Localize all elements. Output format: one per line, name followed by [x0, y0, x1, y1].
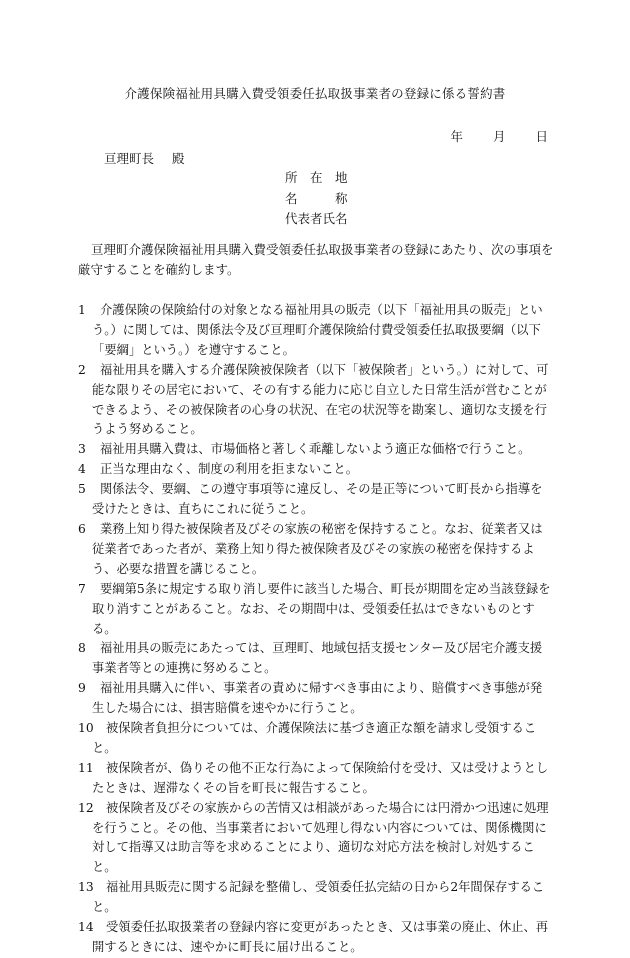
- pledge-item: [78, 679, 554, 719]
- pledge-item: [78, 580, 554, 640]
- document-title: 介護保険福祉用具購入費受領委任払取扱事業者の登録に係る誓約書: [124, 86, 506, 101]
- pledge-item-text: 被保険者及びその家族からの苦情又は相談があった場合には円滑かつ迅速に処理を行うこと。その他、当事業者において処理し得ない内容については、関係機関に対して指導又は助言等を求めることにより、適切な対応方法を検討し対処すること。: [92, 800, 549, 875]
- field-name: 名 称: [285, 190, 348, 206]
- pledge-item-text: 介護保険の保険給付の対象となる福祉用具の販売（以下「福祉用具の販売」という。）に関しては、関係法令及び亘理町介護保険給付費受領委任払取扱要綱（以下「要綱」という。）を遵守すること。: [92, 303, 543, 357]
- pledge-item-text: 福祉用具を購入する介護保険被保険者（以下「被保険者」という。）に対して、可能な限りその居宅において、その有する能力に応じ自立した日常生活が営むことができるよう、その被保険者の心身の状況、在宅の状況等を勘案し、適切な支援を行うよう努めること。: [92, 362, 549, 437]
- date-year: 年: [450, 129, 463, 144]
- pledge-item-number: 12: [78, 800, 94, 815]
- pledge-item: [78, 918, 554, 958]
- pledge-item: [78, 361, 554, 441]
- date-line: [450, 127, 548, 145]
- intro-paragraph: [78, 240, 554, 279]
- pledge-item: [78, 799, 554, 879]
- pledge-item-number: 8: [78, 641, 86, 656]
- pledge-item-number: 10: [78, 721, 94, 736]
- pledge-item-number: 14: [78, 920, 94, 935]
- addressee-name: 亘理町長: [104, 151, 155, 166]
- pledge-item-text: 正当な理由なく、制度の利用を拒まないこと。: [100, 462, 358, 477]
- pledge-item-number: 4: [78, 462, 86, 477]
- pledge-item-number: 7: [78, 581, 86, 596]
- pledge-item-text: 福祉用具販売に関する記録を整備し、受領委任払完結の日から2年間保存すること。: [92, 880, 545, 915]
- pledge-item: [78, 639, 554, 679]
- field-address: 所 在 地: [285, 170, 348, 185]
- applicant-fields: [285, 168, 348, 230]
- pledge-item-text: 業務上知り得た被保険者及びその家族の秘密を保持すること。なお、従業者又は従業者であった者が、業務上知り得た被保険者及びその家族の秘密を保持するよう、必要な措置を講じること。: [92, 521, 543, 576]
- pledge-item-number: 5: [78, 482, 86, 497]
- addressee-suffix: 殿: [172, 151, 185, 166]
- date-day: 日: [535, 129, 548, 144]
- pledge-item: [78, 301, 554, 361]
- date-month: 月: [492, 129, 506, 144]
- pledge-item: [78, 759, 554, 799]
- pledge-item-number: 11: [78, 760, 94, 775]
- pledge-item-text: 要綱第5条に規定する取り消し要件に該当した場合、町長が期間を定め当該登録を取り消すことがあること。なお、その期間中は、受領委任払はできないものとする。: [92, 581, 551, 636]
- pledge-list: [78, 301, 554, 958]
- pledge-item-number: 9: [78, 681, 86, 696]
- pledge-item-number: 3: [78, 442, 86, 457]
- pledge-item-text: 被保険者負担分については、介護保険法に基づき適正な額を請求し受領すること。: [92, 721, 537, 755]
- pledge-item-number: 1: [78, 303, 86, 317]
- pledge-item: [78, 460, 554, 480]
- pledge-item: [78, 440, 554, 460]
- pledge-item-text: 受領委任払取扱業者の登録内容に変更があったとき、又は事業の廃止、休止、再開するときには、速やかに町長に届け出ること。: [92, 920, 549, 954]
- pledge-item-text: 福祉用具購入費は、市場価格と著しく乖離しないよう適正な価格で行うこと。: [100, 442, 531, 457]
- pledge-item-text: 関係法令、要綱、この遵守事項等に違反し、その是正等について町長から指導を受けたときは、直ちにこれに従うこと。: [92, 482, 543, 517]
- pledge-item: [78, 719, 554, 759]
- pledge-item-text: 福祉用具の販売にあたっては、亘理町、地域包括支援センター及び居宅介護支援事業者等との連携に努めること。: [92, 641, 543, 676]
- pledge-item-number: 6: [78, 521, 86, 536]
- field-representative: 代表者氏名: [285, 211, 348, 226]
- intro-text: 亘理町介護保険福祉用具購入費受領委任払取扱事業者の登録にあたり、次の事項を厳守することを確約します。: [78, 242, 554, 277]
- pledge-item: [78, 480, 554, 520]
- pledge-item: [78, 878, 554, 918]
- pledge-item-number: 2: [78, 362, 86, 377]
- pledge-item-text: 福祉用具購入に伴い、事業者の責めに帰すべき事由により、賠償すべき事態が発生した場合には、損害賠償を速やかに行うこと。: [92, 681, 543, 716]
- pledge-item: [78, 520, 554, 580]
- pledge-item-number: 13: [78, 880, 94, 895]
- pledge-item-text: 被保険者が、偽りその他不正な行為によって保険給付を受け、又は受けようとしたときは、遅滞なくその旨を町長に報告すること。: [92, 760, 549, 795]
- addressee: [104, 149, 185, 167]
